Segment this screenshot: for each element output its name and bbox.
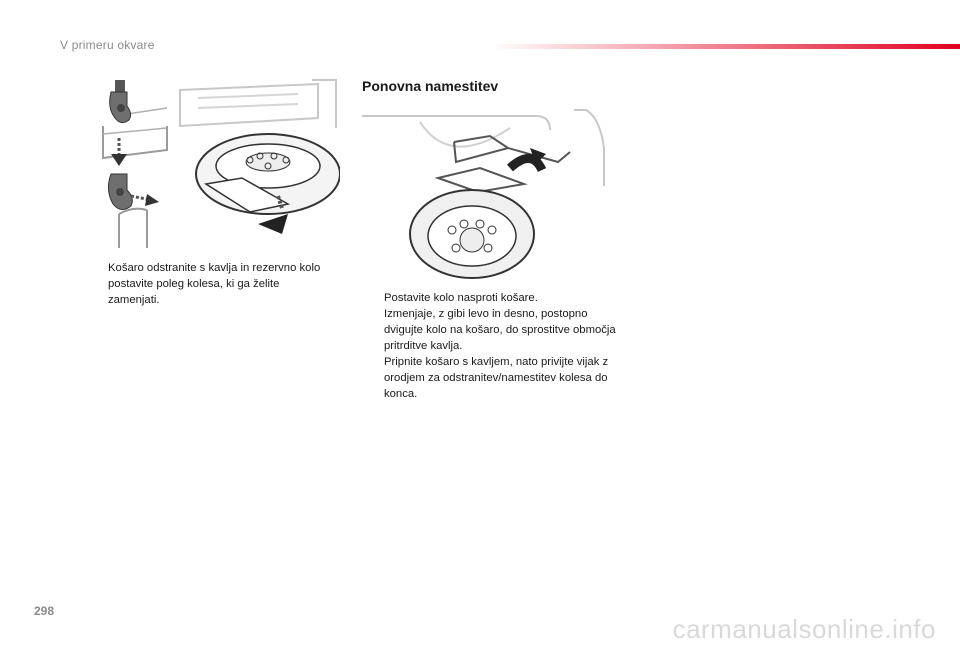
page-number: 298 <box>34 604 55 618</box>
hook-detail-illustration <box>97 170 172 250</box>
list-item-text: Postavite kolo nasproti košare. <box>384 292 538 304</box>
spare-wheel-under-car-illustration <box>178 78 340 250</box>
header-accent-bar <box>490 44 960 49</box>
list-item-text: Košaro odstranite s kavlja in rezervno kolo postavite poleg kolesa, ki ga želite zamenjati. <box>108 262 321 306</box>
section-header-title: V primeru okvare <box>60 38 155 52</box>
left-instructions-list <box>86 260 331 308</box>
section-heading: Ponovna namestitev <box>362 78 499 94</box>
right-instructions-list <box>362 290 618 402</box>
watermark: carmanualsonline.info <box>672 614 936 644</box>
hook-release-illustration <box>97 78 172 170</box>
list-item-text: Pripnite košaro s kavljem, nato privijte vijak z orodjem za odstranitev/namestitev kolesa do konca. <box>384 356 609 400</box>
list-item <box>362 354 618 402</box>
list-item <box>362 290 618 306</box>
wheel-and-basket-illustration <box>360 108 616 280</box>
list-item <box>86 260 331 308</box>
list-item-text: Izmenjaje, z gibi levo in desno, postopno dvigujte kolo na košaro, do sprostitve območja pritrditve kavlja. <box>384 308 616 352</box>
list-item <box>362 306 618 354</box>
